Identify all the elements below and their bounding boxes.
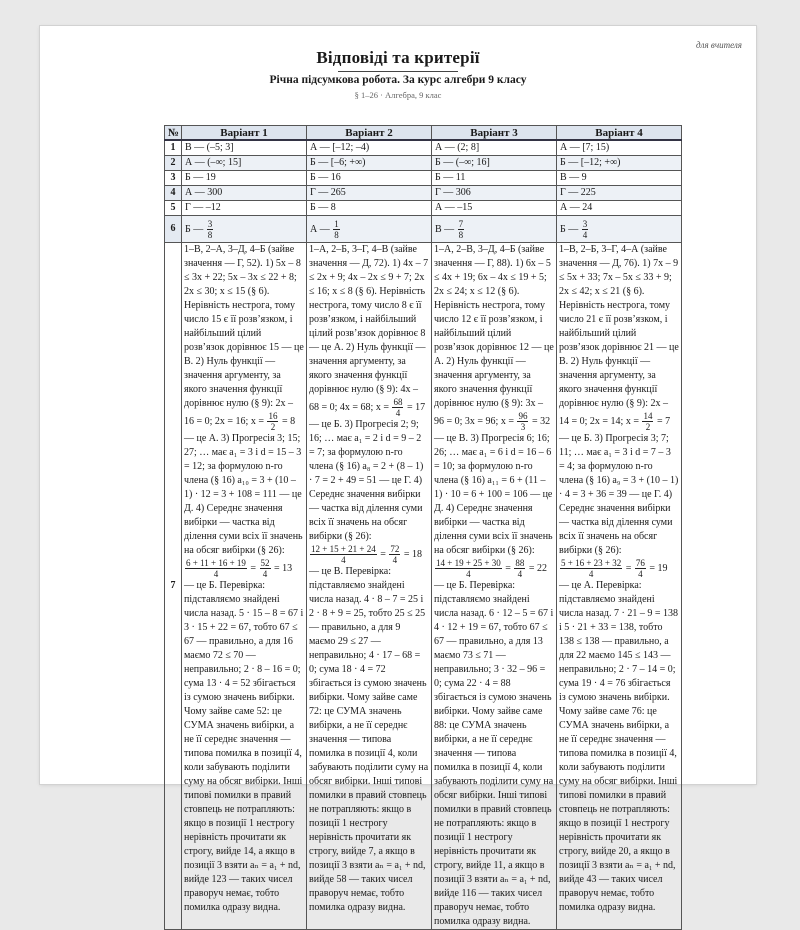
fraction-numerator: 6 + 11 + 16 + 19 <box>186 558 246 568</box>
solution-cell-variant-2 <box>307 243 432 930</box>
answer-cell: В — 9 <box>557 171 682 186</box>
answer-cell <box>557 216 682 243</box>
fraction-numerator: 3 <box>582 218 588 229</box>
table-row <box>165 216 682 243</box>
task-number: 1 <box>165 140 182 156</box>
task-number: 7 <box>165 243 182 930</box>
page-title: Відповіді та критерії <box>316 48 480 67</box>
solution-cell-variant-1 <box>182 243 307 930</box>
fraction-denominator: 4 <box>341 555 346 565</box>
table-header-row <box>165 126 682 141</box>
table-row <box>165 186 682 201</box>
task-number: 4 <box>165 186 182 201</box>
answer-cell: Г — –12 <box>182 201 307 216</box>
fraction-numerator: 76 <box>635 558 645 568</box>
fraction <box>392 397 403 418</box>
teacher-note: для вчителя <box>696 40 742 50</box>
fraction-denominator: 4 <box>392 555 398 565</box>
answer-prefix: В — <box>435 223 457 235</box>
fraction <box>207 219 214 240</box>
fraction <box>185 558 247 579</box>
answer-cell: Б — 16 <box>307 171 432 186</box>
solution-text: = 32 — це В. 3) Прогресія 6; 16; 26; … має a₁ = 6 і d = 16 – 6 = 10; за формулою n-го члена (§ 16) a₁₁ = 6 + (11 – 1) · 10 = 6 + 100 = 106 — це Д. 4) Середнє значення вибірки — частка від ділення суми всіх її значень на обсяг вибірки (§ 26): <box>434 415 553 556</box>
fraction-denominator: 4 <box>517 569 523 579</box>
answer-cell: Б — 19 <box>182 171 307 186</box>
solution-text: 1–В, 2–Б, 3–Г, 4–А (зайве значення — Д, 76). 1) 7x – 9 ≤ 5x + 33; 7x – 5x ≤ 33 + 9; 2x ≤ 42; x ≤ 21 (§ 6). Нерівність нестрога, тому число 21 є її розв’язком, і найбільший цілий розв’язок дорівнює 21 — це В. 2) Нуль функції — значення аргументу, за якого значення функції дорівнює нулю (§ 9): 2x – 14 = 0; 2x = 14; x = <box>559 244 679 427</box>
fraction-numerator: 72 <box>390 544 400 554</box>
answer-prefix: Б — <box>185 223 206 235</box>
fraction <box>260 558 271 579</box>
answer-cell: А — 24 <box>557 201 682 216</box>
fraction <box>333 219 340 240</box>
fraction <box>267 411 278 432</box>
fraction-denominator: 4 <box>213 569 219 579</box>
fraction-numerator: 68 <box>393 397 403 407</box>
fraction-numerator: 14 + 19 + 25 + 30 <box>436 558 501 568</box>
fraction-denominator: 4 <box>262 569 268 579</box>
solution-text: = <box>377 548 389 560</box>
answers-table <box>164 125 682 930</box>
fraction-denominator: 8 <box>207 229 213 240</box>
answer-prefix: А — <box>310 223 333 235</box>
fraction-numerator: 96 <box>518 411 528 421</box>
solution-text: 1–А, 2–Б, 3–Г, 4–В (зайве значення — Д, 72). 1) 4x – 7 ≤ 2x + 9; 4x – 2x ≤ 9 + 7; 2x ≤ 16; x ≤ 8 (§ 6). Нерівність нестрога, тому число 8 є її розв’язком, і найбільший цілий розв’язок дорівнює 8 — це А. 2) Нуль функції — значення аргументу, за якого значення функції дорівнює нулю (§ 9): 4x – 68 = 0; 4x = 68; x = <box>309 244 429 413</box>
fraction-denominator: 3 <box>520 422 526 432</box>
answer-cell: Б — 11 <box>432 171 557 186</box>
header-number: № <box>165 126 182 141</box>
fraction <box>642 411 653 432</box>
solution-text: = 17 — це Б. 3) Прогресія 2; 9; 16; … має a₁ = 2 і d = 9 – 2 = 7; за формулою n-го члена (§ 16) a₈ = 2 + (8 – 1) · 7 = 2 + 49 = 51 — це Г. 4) Середнє значення вибірки — частка від ділення суми всіх її значень на обсяг вибірки (§ 26): <box>309 401 426 542</box>
answer-prefix: Б — <box>560 223 581 235</box>
solution-text: = <box>502 562 514 574</box>
fraction <box>514 558 525 579</box>
fraction <box>635 558 646 579</box>
solution-cell-variant-3 <box>432 243 557 930</box>
fraction-numerator: 14 <box>643 411 653 421</box>
fraction <box>458 219 465 240</box>
answer-cell: Г — 225 <box>557 186 682 201</box>
fraction-numerator: 3 <box>207 218 213 229</box>
task-number: 6 <box>165 216 182 243</box>
table-row <box>165 171 682 186</box>
solution-text: = 7 — це Б. 3) Прогресія 3; 7; 11; … має a₁ = 3 і d = 7 – 3 = 4; за формулою n-го члена (§ 16) a₉ = 3 + (10 – 1) · 4 = 3 + 36 = 39 — це Г. 4) Середнє значення вибірки — частка від ділення суми всіх її значень на обсяг вибірки (§ 26): <box>559 415 679 556</box>
solution-text: = <box>247 562 259 574</box>
fraction-numerator: 88 <box>515 558 525 568</box>
answer-cell: Б — [–12; +∞) <box>557 156 682 171</box>
page-subtitle: Річна підсумкова робота. За курс алгебри 9 класу <box>269 74 527 86</box>
solution-text: 1–В, 2–А, 3–Д, 4–Б (зайве значення — Г, 52). 1) 5x – 8 ≤ 3x + 22; 5x – 3x ≤ 22 + 8; 2x ≤ 30; x ≤ 15 (§ 6). Нерівність нестрога, тому число 15 є її розв’язком, і найбільший цілий розв’язок дорівнює 15 — це В. 2) Нуль функції — значення аргументу, за якого значення функції дорівнює нулю (§ 9): 2x – 16 = 0; 2x = 16; x = <box>184 244 304 427</box>
solution-cell-variant-4 <box>557 243 682 930</box>
document-page <box>40 26 756 927</box>
fraction-numerator: 16 <box>268 411 278 421</box>
solution-text: = 18 — це В. Перевірка: підставляємо знайдені числа назад. 4 · 8 – 7 = 25 і 2 · 8 + 9 = 25, тобто 25 ≤ 25 — правильно, а для 9 маємо 29 ≤ 27 — неправильно; 4 · 17 – 68 = 0; сума 18 · 4 = 72 збігається із сумою значень вибірки. Чому зайве саме 72: це СУМА значень вибірки, а не її середнє значення — типова помилка в позиції 4, коли забувають поділити суму на обсяг вибірки. Інші типові помилки в правий стовпець не потрапляють: якщо в позиції 1 нестрогу нерівність прочитати як строгу, вийде 7, а якщо в позиції 3 взяти aₙ = a₁ + nd, вийде 58 — таких чисел праворуч немає, тобто помилка одразу видна. <box>309 548 429 913</box>
header-variant-3: Варіант 3 <box>432 126 557 141</box>
fraction-denominator: 8 <box>458 229 464 240</box>
fraction-denominator: 4 <box>395 408 401 418</box>
fraction-denominator: 4 <box>466 569 471 579</box>
answer-cell: Б — [–6; +∞) <box>307 156 432 171</box>
fraction-numerator: 12 + 15 + 21 + 24 <box>311 544 376 554</box>
fraction-numerator: 7 <box>458 218 464 229</box>
header-variant-2: Варіант 2 <box>307 126 432 141</box>
fraction-denominator: 4 <box>588 569 594 579</box>
fraction-denominator: 8 <box>334 229 339 240</box>
fraction-denominator: 4 <box>638 569 643 579</box>
fraction-numerator: 1 <box>334 218 339 229</box>
answer-cell: Г — 265 <box>307 186 432 201</box>
answer-cell <box>432 216 557 243</box>
fraction-denominator: 4 <box>582 229 588 240</box>
solution-text: = 8 — це А. 3) Прогресія 3; 15; 27; … має a₁ = 3 і d = 15 – 3 = 12; за формулою n-го члена (§ 16) a₁₀ = 3 + (10 – 1) · 12 = 3 + 108 = 111 — це Д. 4) Середнє значення вибірки — частка від ділення суми всіх її значень на обсяг вибірки (§ 26): <box>184 415 303 556</box>
task-number: 3 <box>165 171 182 186</box>
table-row <box>165 201 682 216</box>
header-variant-4: Варіант 4 <box>557 126 682 141</box>
answer-cell: Б — 8 <box>307 201 432 216</box>
solution-text: = 13 — це Б. Перевірка: підставляємо знайдені числа назад. 5 · 15 – 8 = 67 і 3 · 15 + 22 = 67, тобто 67 ≤ 67 — правильно, а для 16 маємо 72 ≤ 70 — неправильно; 2 · 8 – 16 = 0; сума 13 · 4 = 52 збігається із сумою значень вибірки. Чому зайве саме 52: це СУМА значень вибірки, а не її середнє значення — типова помилка в позиції 4, коли забувають поділити суму на обсяг вибірки. Інші типові помилки в правий стовпець не потрапляють: якщо в позиції 1 нестрогу нерівність прочитати як строгу, вийде 14, а якщо в позиції 3 взяти aₙ = a₁ + nd, вийде 123 — таких чисел праворуч немає, тобто помилка одразу видна. <box>184 562 304 913</box>
fraction-denominator: 2 <box>645 422 651 432</box>
fraction <box>310 544 377 565</box>
solution-text: = 19 — це А. Перевірка: підставляємо знайдені числа назад. 7 · 21 – 9 = 138 і 5 · 21 + 33 = 138, тобто 138 ≤ 138 — правильно, а для 22 маємо 145 ≤ 143 — неправильно; 2 · 7 – 14 = 0; сума 19 · 4 = 76 збігається із сумою значень вибірки. Чому зайве саме 76: це СУМА значень вибірки, а не її середнє значення — типова помилка в позиції 4, коли забувають поділити суму на обсяг вибірки. Інші типові помилки в правий стовпець не потрапляють: якщо в позиції 1 нестрогу нерівність прочитати як строгу, вийде 20, а якщо в позиції 3 взяти aₙ = a₁ + nd, вийде 43 — таких чисел праворуч немає, тобто помилка одразу видна. <box>559 562 678 913</box>
fraction-denominator: 2 <box>270 422 276 432</box>
task-number: 2 <box>165 156 182 171</box>
solution-text: = <box>623 562 634 574</box>
solution-text: = 22 — це Б. Перевірка: підставляємо знайдені числа назад. 6 · 12 – 5 = 67 і 4 · 12 + 19 = 67, тобто 67 ≤ 67 — правильно, а для 13 маємо 73 ≤ 71 — неправильно; 3 · 32 – 96 = 0; сума 22 · 4 = 88 збігається із сумою значень вибірки. Чому зайве саме 88: це СУМА значень вибірки, а не її середнє значення — типова помилка в позиції 4, коли забувають поділити суму на обсяг вибірки. Інші типові помилки в правий стовпець не потрапляють: якщо в позиції 1 нестрогу нерівність прочитати як строгу, вийде 11, а якщо в позиції 3 взяти aₙ = a₁ + nd, вийде 116 — таких чисел праворуч немає, тобто помилка одразу видна. <box>434 562 554 927</box>
solution-text: 1–А, 2–В, 3–Д, 4–Б (зайве значення — Г, 88). 1) 6x – 5 ≤ 4x + 19; 6x – 4x ≤ 19 + 5; 2x ≤ 24; x ≤ 12 (§ 6). Нерівність нестрога, тому число 12 є її розв’язком, і найбільший цілий розв’язок дорівнює 12 — це А. 2) Нуль функції — значення аргументу, за якого значення функції дорівнює нулю (§ 9): 3x – 96 = 0; 3x = 96; x = <box>434 244 554 427</box>
answer-cell: В — (–5; 3] <box>182 140 307 156</box>
answer-cell: А — (2; 8] <box>432 140 557 156</box>
table-row <box>165 140 682 156</box>
fraction-numerator: 52 <box>260 558 270 568</box>
section-caption: § 1–26 · Алгебра, 9 клас <box>354 90 442 100</box>
fraction <box>435 558 502 579</box>
answer-cell <box>182 216 307 243</box>
answer-cell: А — (–∞; 15] <box>182 156 307 171</box>
answer-cell: А — [7; 15) <box>557 140 682 156</box>
table-row <box>165 243 682 930</box>
answer-cell: А — [–12; –4) <box>307 140 432 156</box>
table-row <box>165 156 682 171</box>
answer-cell: Г — 306 <box>432 186 557 201</box>
title-underline <box>338 71 458 72</box>
task-number: 5 <box>165 201 182 216</box>
fraction <box>517 411 528 432</box>
header-variant-1: Варіант 1 <box>182 126 307 141</box>
answer-cell <box>307 216 432 243</box>
fraction-numerator: 5 + 16 + 23 + 32 <box>561 558 622 568</box>
fraction <box>389 544 400 565</box>
answer-cell: Б — (–∞; 16] <box>432 156 557 171</box>
fraction <box>582 219 589 240</box>
answer-cell: А — 300 <box>182 186 307 201</box>
answer-cell: А — –15 <box>432 201 557 216</box>
fraction <box>560 558 622 579</box>
